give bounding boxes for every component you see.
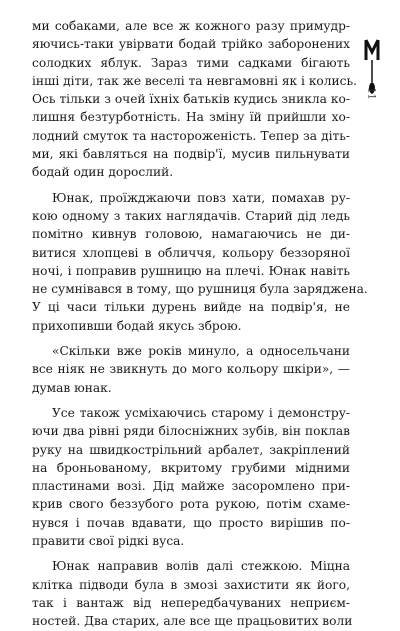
body-text xyxy=(32,17,368,631)
text-line: лодний смуток та настороженість. Тепер за діть- xyxy=(32,128,350,143)
text-line: помітно кивнув головою, намагаючись не ди- xyxy=(32,227,350,242)
text-line: клітка підводи була в змозі захистити як його, xyxy=(32,577,350,592)
paragraph-gap xyxy=(32,550,350,557)
text-line: ностей. Два старих, але все ще працьовитих воли xyxy=(32,614,353,629)
text-line: пластинами возі. Дід майже засоромлено при- xyxy=(32,479,350,494)
text-line: ми, які бавляться на подвір'ї, мусив пильнувати xyxy=(32,147,350,162)
text-line: Юнак направив волів далі стежкою. Міцна xyxy=(52,559,350,574)
paragraph xyxy=(32,404,350,550)
text-line: ючи два рівні ряди білосніжних зубів, він поклав xyxy=(32,424,350,439)
text-line: не сумнівався в тому, що рушниця була заряджена. xyxy=(32,282,368,297)
paragraph xyxy=(32,189,368,335)
text-line: У ці часи тільки дурень вийде на подвір'я, не xyxy=(32,300,350,315)
text-line: крив свого беззубого рота рукою, потім схаме- xyxy=(32,497,350,512)
paragraph xyxy=(32,342,350,397)
text-line: думав юнак. xyxy=(32,380,112,395)
paragraph xyxy=(32,17,357,182)
text-line: солодких яблук. Зараз тими садками бігають xyxy=(32,55,350,70)
text-line: Юнак, проїжджаючи повз хати, помахав ру- xyxy=(52,190,350,205)
paragraph-gap xyxy=(32,335,350,342)
text-line: яючись-таки увірвати бодай трійко заборонених xyxy=(32,37,350,52)
paragraph-gap xyxy=(32,182,350,189)
text-line: витися хлопцеві в обличчя, кольору беззоряної xyxy=(32,245,350,260)
text-line: ми собаками, але все ж кожного разу примудр- xyxy=(32,19,350,33)
text-line: Усе також усміхаючись старому і демонстру- xyxy=(52,405,350,420)
text-line: руку на швидкострільний арбалет, закріплений xyxy=(32,442,350,457)
paragraph xyxy=(32,557,353,630)
text-line: Ось тільки з очей їхніх батьків кудись зникла ко- xyxy=(32,92,350,107)
text-line: «Скільки вже років минуло, а односельчани xyxy=(52,344,350,359)
text-line: на броньованому, вкритому грубими мідними xyxy=(32,460,350,475)
text-line: лишня безтурботність. На зміну їй прийшли хо- xyxy=(32,110,350,125)
text-line: прихопивши бодай якусь зброю. xyxy=(32,318,242,333)
text-line: так і вантаж від непередбачуваних неприєм- xyxy=(32,595,350,610)
page-number: 11 xyxy=(365,87,377,100)
text-line: бодай один дорослий. xyxy=(32,165,174,180)
text-line: кою одному з таких наглядачів. Старий дід ледь xyxy=(32,208,350,223)
text-line: інші діти, так же веселі та невгамовні як і колись. xyxy=(32,73,357,88)
text-line: ночі, і поправив рушницю на плечі. Юнак навіть xyxy=(32,263,350,278)
text-line: правити свої рідкі вуса. xyxy=(32,534,185,549)
paragraph-gap xyxy=(32,397,350,404)
text-line: нувся і почав вдавати, що просто вирішив по- xyxy=(32,515,350,530)
text-line: все ніяк не звикнуть до мого кольору шкіри», — xyxy=(32,362,350,377)
